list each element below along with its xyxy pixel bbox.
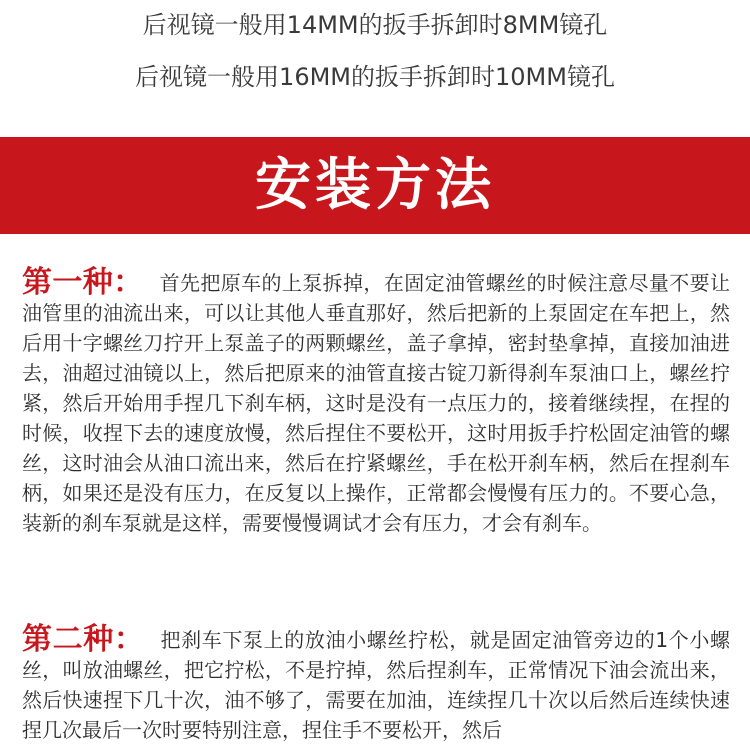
method-one-text: 首先把原车的上泵拆掉，在固定油管螺丝的时候注意尽量不要让油管里的油流出来，可以让其他人垂直那好，然后把新的上泵固定在车把上，然后用十字螺丝刀拧开上泵盖子的两颗螺丝，盖子拿掉，密封垫拿掉，直接加油进去，油超过油镜以上，然后把原来的油管直接古锭刀新得刹车泵油口上，螺丝拧紧，然后开始用手捏几下刹车柄，这时是没有一点压力的，接着继续捏，在捏的时候，收捏下去的速度放慢，然后捏住不要松开，这时用扳手拧松固定油管的螺丝，这时油会从油口流出来，然后在拧紧螺丝，手在松开刹车柄，然后在捏刹车柄，如果还是没有压力，在反复以上操作，正常都会慢慢有压力的。不要心急，装新的刹车泵就是这样，需要慢慢调试才会有压力，才会有刹车。 bbox=[22, 271, 731, 535]
method-one bbox=[22, 265, 731, 538]
top-notes bbox=[0, 0, 750, 137]
banner-title: 安装方法 bbox=[255, 153, 495, 218]
method-two bbox=[22, 622, 731, 745]
section-banner bbox=[0, 137, 750, 234]
note-line-16mm: 后视镜一般用16MM的扳手拆卸时10MM镜孔 bbox=[135, 63, 615, 91]
method-one-label: 第一种： bbox=[22, 265, 144, 300]
method-two-label: 第二种： bbox=[22, 622, 145, 657]
method-two-text: 把刹车下泵上的放油小螺丝拧松，就是固定油管旁边的1个小螺丝，叫放油螺丝，把它拧松，不是拧掉，然后捏刹车，正常情况下油会流出来，然后快速捏下几十次，油不够了，需要在加油，连续捏几十次以后然后连续快速捏几次最后一次时要特别注意，捏住手不要松开，然后 bbox=[22, 628, 731, 742]
note-line-14mm: 后视镜一般用14MM的扳手拆卸时8MM镜孔 bbox=[142, 11, 608, 39]
